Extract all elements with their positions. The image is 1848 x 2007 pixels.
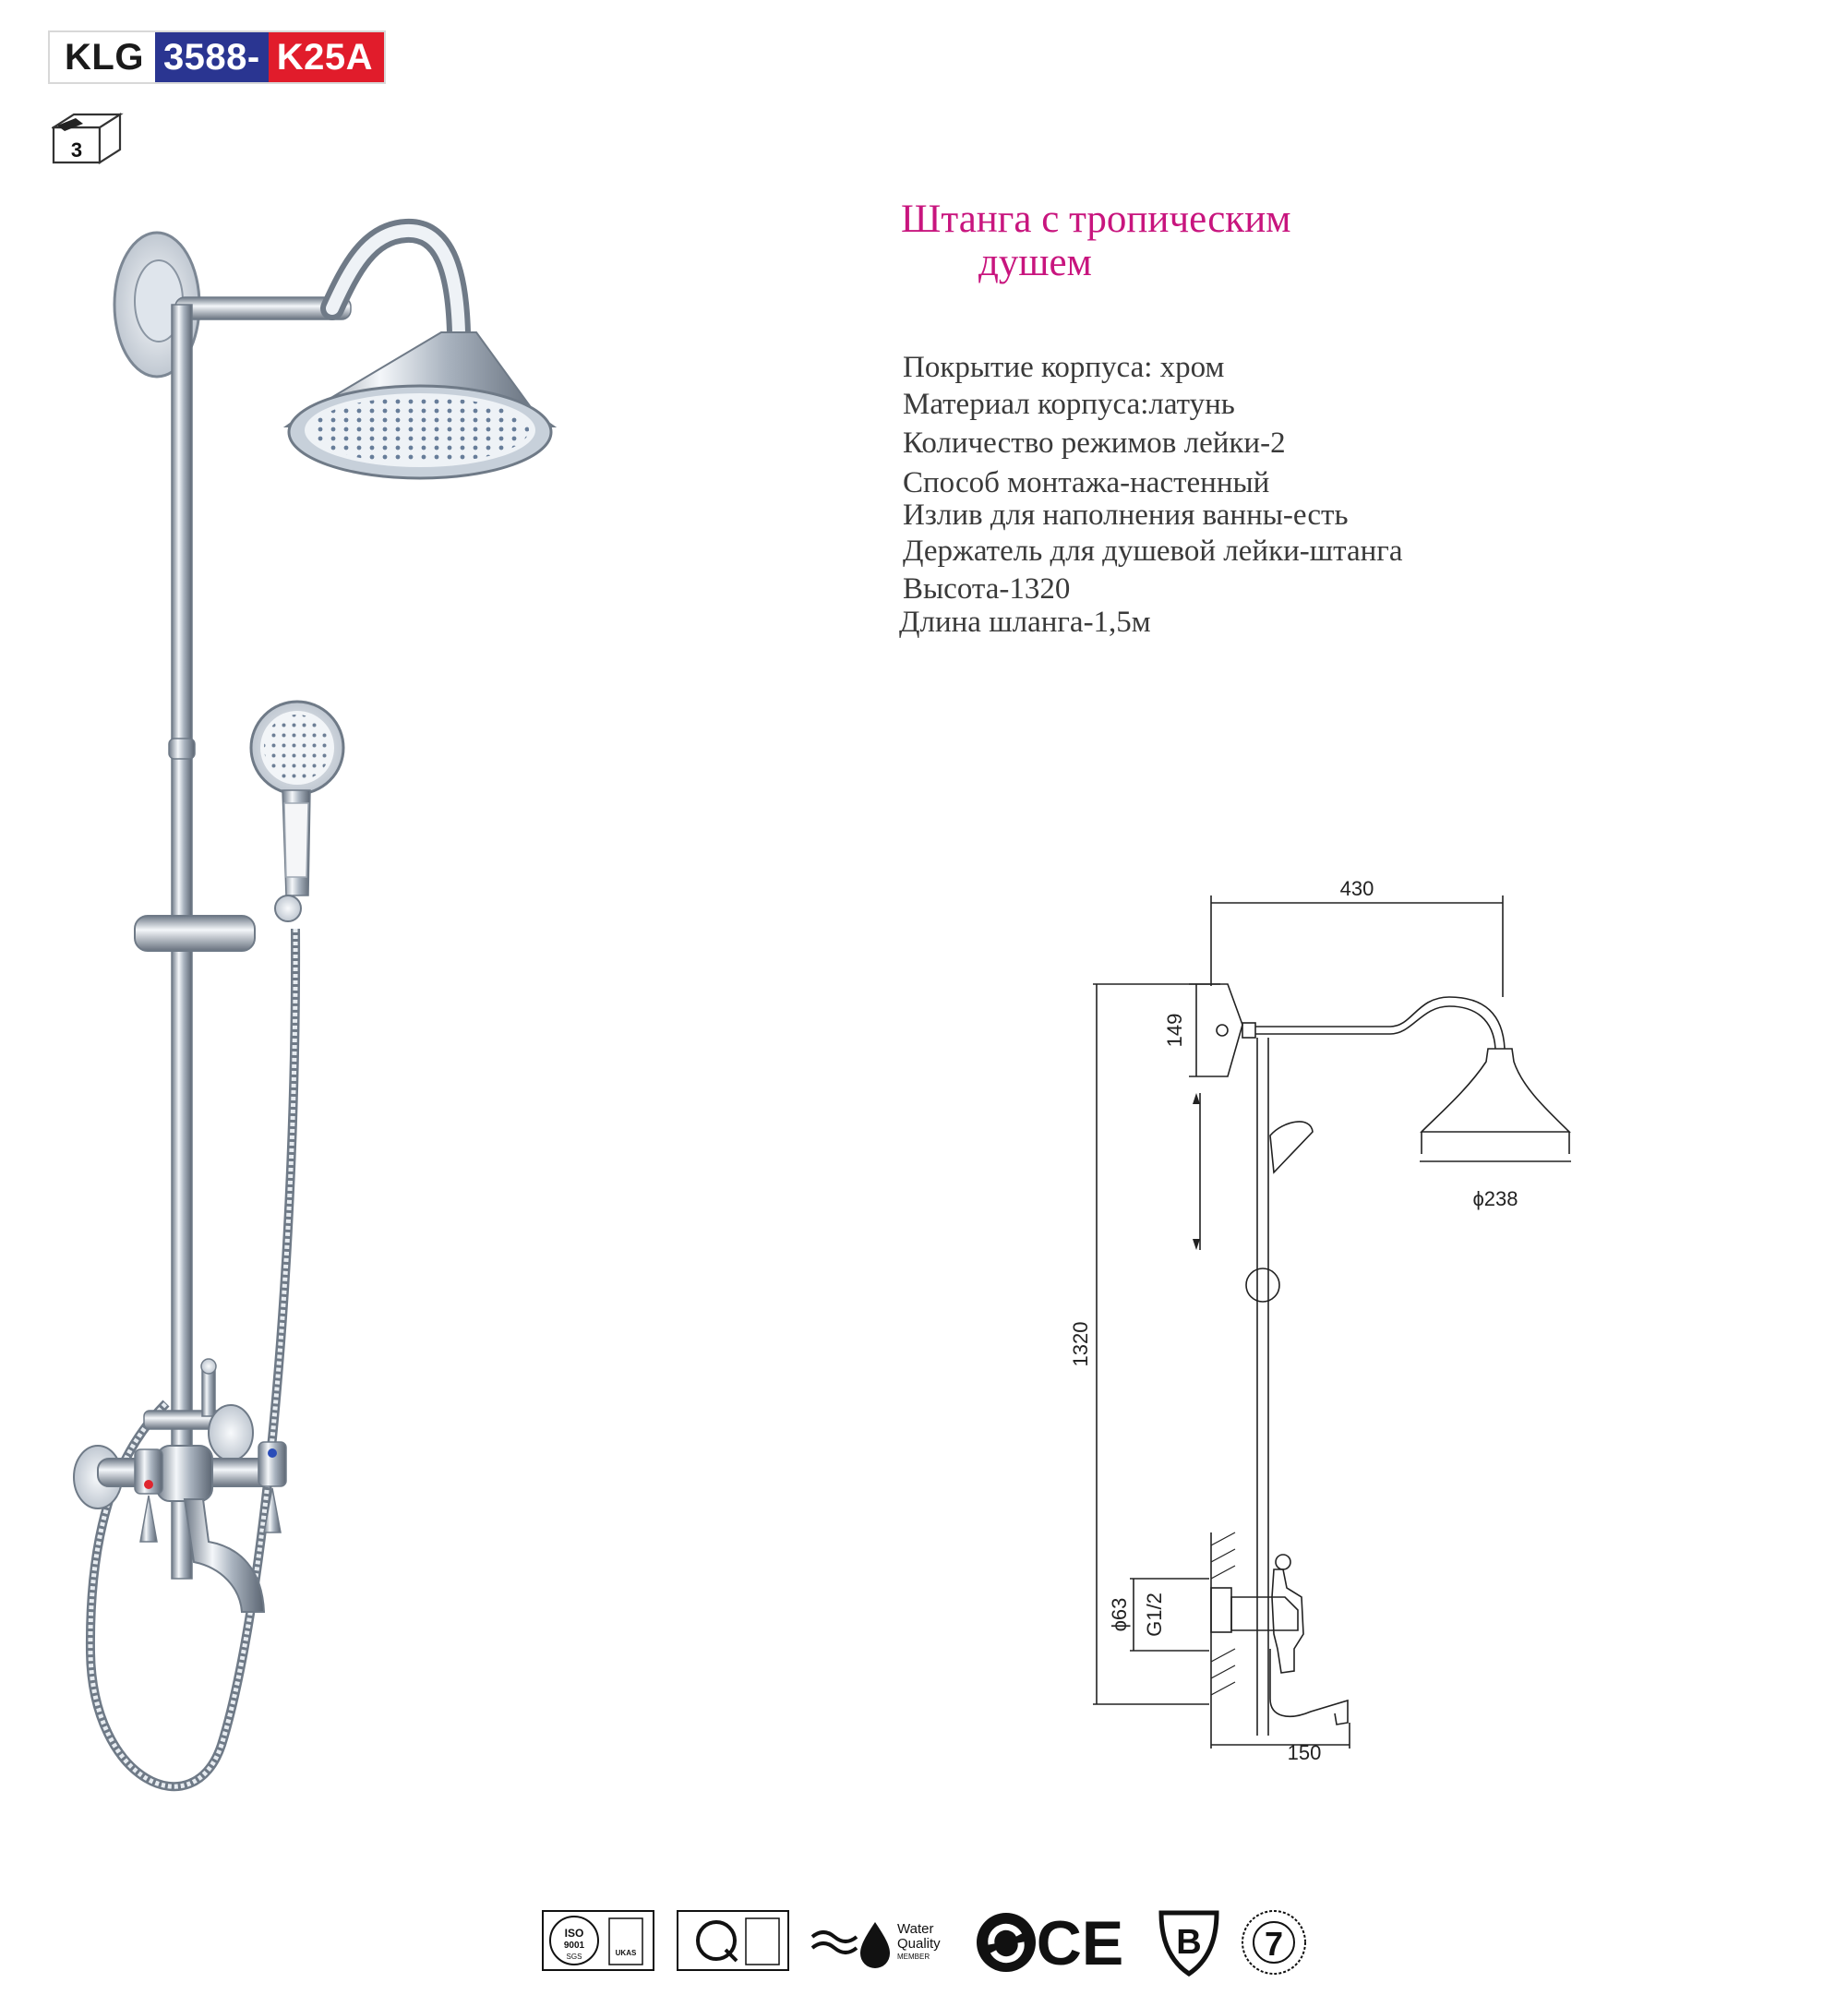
svg-text:SGS: SGS (566, 1953, 582, 1961)
series-label: 3588- (155, 32, 269, 82)
recycle-icon (977, 1913, 1036, 1972)
title-line-1: Штанга с тропическим (901, 198, 1291, 241)
spec-item: Держатель для душевой лейки-штанга (903, 535, 1403, 568)
spec-item: Покрытие корпуса: хром (903, 351, 1225, 384)
iso-ukas-logo (543, 1911, 654, 1970)
brand-label: KLG (50, 32, 155, 82)
spec-item: Материал корпуса:латунь (903, 388, 1235, 421)
svg-text:B: B (1176, 1923, 1202, 1962)
q-ukas-logo (678, 1911, 788, 1970)
water-quality-logo (812, 1921, 941, 1968)
dim-height: 1320 (1069, 1321, 1092, 1367)
certification-logos (535, 1902, 1320, 1985)
svg-text:MEMBER: MEMBER (897, 1953, 930, 1961)
b-shield-logo (1161, 1913, 1217, 1974)
product-title (901, 198, 1381, 284)
spec-item: Излив для наполнения ванны-есть (903, 499, 1349, 532)
dim-arm: 149 (1163, 1013, 1186, 1048)
svg-text:ISO: ISO (564, 1927, 584, 1940)
dim-spout: 150 (1287, 1741, 1322, 1764)
spec-item: Количество режимов лейки-2 (903, 427, 1286, 460)
shower-set-illustration (55, 212, 572, 1809)
spec-item: Высота-1320 (903, 572, 1071, 606)
dim-flange: ϕ63 (1108, 1597, 1131, 1632)
svg-text:Water: Water (897, 1921, 934, 1937)
technical-drawing (1052, 868, 1643, 1773)
title-line-2: душем (978, 241, 1092, 284)
box-quantity-icon (52, 105, 124, 166)
svg-text:9001: 9001 (563, 1941, 585, 1951)
model-label: K25A (269, 32, 384, 82)
dim-head-diameter: ϕ238 (1472, 1187, 1518, 1210)
dim-width: 430 (1339, 877, 1374, 900)
spec-item: Длина шланга-1,5м (899, 606, 1151, 639)
warranty-seal (1242, 1911, 1305, 1974)
svg-text:UKAS: UKAS (615, 1949, 637, 1957)
model-badge (48, 30, 386, 84)
dim-thread: G1/2 (1143, 1592, 1166, 1637)
spec-item: Способ монтажа-настенный (903, 466, 1270, 499)
ce-mark: CE (1036, 1908, 1124, 1978)
svg-text:Quality: Quality (897, 1936, 941, 1952)
box-quantity: 3 (70, 138, 83, 162)
svg-text:7: 7 (1264, 1925, 1284, 1963)
